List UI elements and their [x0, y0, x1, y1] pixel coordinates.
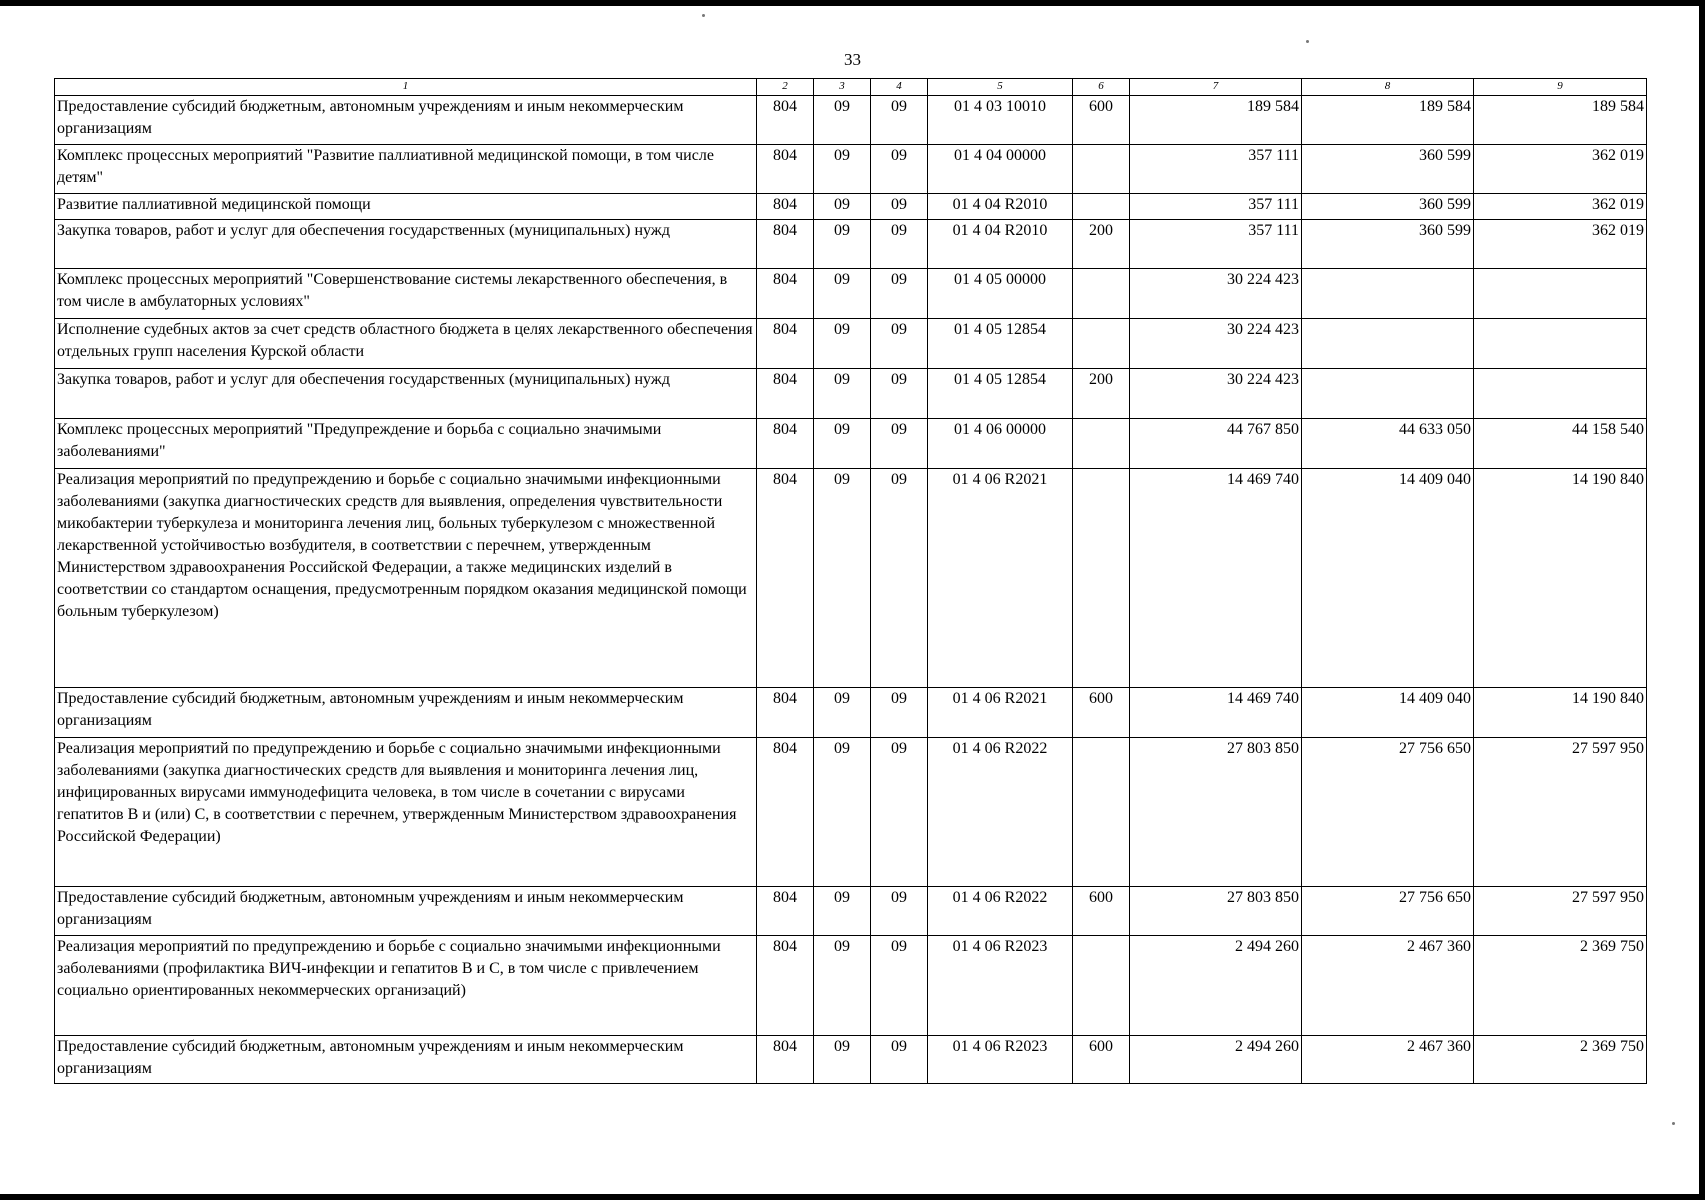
scan-speck — [1306, 40, 1309, 43]
cell-amount-8: 360 599 — [1302, 220, 1474, 269]
cell-subsection: 09 — [871, 936, 928, 1036]
cell-subsection: 09 — [871, 419, 928, 469]
cell-section: 09 — [814, 369, 871, 419]
cell-target-article: 01 4 05 00000 — [928, 269, 1073, 319]
cell-target-article: 01 4 06 R2023 — [928, 1036, 1073, 1084]
header-col-9: 9 — [1474, 79, 1647, 96]
table-row — [55, 220, 1647, 269]
table-row — [55, 194, 1647, 220]
table-row — [55, 1036, 1647, 1084]
cell-name: Закупка товаров, работ и услуг для обеспечения государственных (муниципальных) нужд — [55, 369, 757, 419]
cell-expense-type — [1073, 419, 1130, 469]
cell-amount-7: 357 111 — [1130, 220, 1302, 269]
cell-amount-7: 189 584 — [1130, 96, 1302, 145]
cell-amount-8: 27 756 650 — [1302, 738, 1474, 887]
cell-subsection: 09 — [871, 469, 928, 688]
cell-amount-9: 189 584 — [1474, 96, 1647, 145]
header-col-6: 6 — [1073, 79, 1130, 96]
header-col-7: 7 — [1130, 79, 1302, 96]
cell-amount-9: 27 597 950 — [1474, 738, 1647, 887]
cell-amount-7: 14 469 740 — [1130, 469, 1302, 688]
table-row — [55, 419, 1647, 469]
cell-target-article: 01 4 06 00000 — [928, 419, 1073, 469]
cell-amount-7: 357 111 — [1130, 194, 1302, 220]
cell-expense-type — [1073, 194, 1130, 220]
cell-section: 09 — [814, 1036, 871, 1084]
cell-expense-type — [1073, 469, 1130, 688]
cell-target-article: 01 4 06 R2022 — [928, 887, 1073, 936]
cell-amount-9: 27 597 950 — [1474, 887, 1647, 936]
cell-section: 09 — [814, 220, 871, 269]
header-col-1: 1 — [55, 79, 757, 96]
cell-amount-8: 14 409 040 — [1302, 469, 1474, 688]
header-row — [55, 79, 1647, 96]
scan-speck — [1672, 1122, 1675, 1125]
cell-amount-9: 2 369 750 — [1474, 1036, 1647, 1084]
table-row — [55, 688, 1647, 738]
cell-amount-7: 2 494 260 — [1130, 936, 1302, 1036]
cell-amount-8: 44 633 050 — [1302, 419, 1474, 469]
scan-border-right — [1699, 0, 1705, 1200]
cell-amount-8: 189 584 — [1302, 96, 1474, 145]
cell-subsection: 09 — [871, 887, 928, 936]
cell-expense-type — [1073, 319, 1130, 369]
cell-target-article: 01 4 03 10010 — [928, 96, 1073, 145]
cell-name: Реализация мероприятий по предупреждению и борьбе с социально значимыми инфекционными заболеваниями (закупка диагностических средств для выявления и мониторинга лечения лиц, инфицированных вирусами иммунодефицита человека, в том числе в сочетании с вирусами гепатитов B и (или) C, в соответствии с перечнем, утвержденным Министерством здравоохранения Российской Федерации) — [55, 738, 757, 887]
cell-ministry: 804 — [757, 738, 814, 887]
cell-section: 09 — [814, 469, 871, 688]
cell-subsection: 09 — [871, 194, 928, 220]
cell-expense-type: 600 — [1073, 96, 1130, 145]
table-row — [55, 96, 1647, 145]
cell-ministry: 804 — [757, 220, 814, 269]
cell-target-article: 01 4 06 R2023 — [928, 936, 1073, 1036]
cell-name: Развитие паллиативной медицинской помощи — [55, 194, 757, 220]
cell-amount-8: 360 599 — [1302, 145, 1474, 194]
cell-name: Исполнение судебных актов за счет средств областного бюджета в целях лекарственного обеспечения отдельных групп населения Курской области — [55, 319, 757, 369]
header-col-4: 4 — [871, 79, 928, 96]
cell-target-article: 01 4 04 R2010 — [928, 194, 1073, 220]
cell-name: Предоставление субсидий бюджетным, автономным учреждениям и иным некоммерческим организациям — [55, 688, 757, 738]
cell-name: Предоставление субсидий бюджетным, автономным учреждениям и иным некоммерческим организациям — [55, 887, 757, 936]
header-col-3: 3 — [814, 79, 871, 96]
cell-amount-8 — [1302, 269, 1474, 319]
cell-ministry: 804 — [757, 936, 814, 1036]
cell-amount-8: 27 756 650 — [1302, 887, 1474, 936]
table-row — [55, 369, 1647, 419]
cell-amount-8: 2 467 360 — [1302, 1036, 1474, 1084]
page-number: 33 — [844, 50, 861, 69]
cell-amount-8: 14 409 040 — [1302, 688, 1474, 738]
cell-expense-type: 600 — [1073, 887, 1130, 936]
cell-section: 09 — [814, 688, 871, 738]
cell-expense-type: 600 — [1073, 688, 1130, 738]
cell-subsection: 09 — [871, 269, 928, 319]
cell-section: 09 — [814, 319, 871, 369]
cell-subsection: 09 — [871, 738, 928, 887]
cell-ministry: 804 — [757, 419, 814, 469]
cell-amount-8 — [1302, 369, 1474, 419]
cell-amount-8: 360 599 — [1302, 194, 1474, 220]
header-col-5: 5 — [928, 79, 1073, 96]
cell-expense-type — [1073, 145, 1130, 194]
cell-target-article: 01 4 05 12854 — [928, 319, 1073, 369]
cell-section: 09 — [814, 738, 871, 887]
cell-ministry: 804 — [757, 369, 814, 419]
cell-expense-type — [1073, 269, 1130, 319]
table-row — [55, 469, 1647, 688]
cell-ministry: 804 — [757, 319, 814, 369]
cell-target-article: 01 4 06 R2021 — [928, 469, 1073, 688]
cell-section: 09 — [814, 269, 871, 319]
cell-target-article: 01 4 05 12854 — [928, 369, 1073, 419]
table-row — [55, 738, 1647, 887]
cell-amount-9: 2 369 750 — [1474, 936, 1647, 1036]
cell-ministry: 804 — [757, 269, 814, 319]
cell-target-article: 01 4 06 R2022 — [928, 738, 1073, 887]
cell-target-article: 01 4 04 R2010 — [928, 220, 1073, 269]
scan-border-bottom — [0, 1194, 1705, 1200]
cell-amount-9: 14 190 840 — [1474, 469, 1647, 688]
cell-name: Предоставление субсидий бюджетным, автономным учреждениям и иным некоммерческим организациям — [55, 96, 757, 145]
cell-subsection: 09 — [871, 369, 928, 419]
header-col-2: 2 — [757, 79, 814, 96]
cell-ministry: 804 — [757, 887, 814, 936]
cell-ministry: 804 — [757, 688, 814, 738]
cell-target-article: 01 4 06 R2021 — [928, 688, 1073, 738]
cell-expense-type — [1073, 738, 1130, 887]
scan-speck — [702, 14, 705, 17]
cell-subsection: 09 — [871, 688, 928, 738]
cell-name: Комплекс процессных мероприятий "Предупреждение и борьба с социально значимыми заболеваниями" — [55, 419, 757, 469]
cell-amount-9: 362 019 — [1474, 220, 1647, 269]
cell-amount-9 — [1474, 269, 1647, 319]
cell-ministry: 804 — [757, 145, 814, 194]
cell-subsection: 09 — [871, 220, 928, 269]
table-row — [55, 319, 1647, 369]
cell-name: Реализация мероприятий по предупреждению и борьбе с социально значимыми инфекционными заболеваниями (закупка диагностических средств для выявления, определения чувствительности микобактерии туберкулеза и мониторинга лечения лиц, больных туберкулезом с множественной лекарственной устойчивостью возбудителя, в соответствии с перечнем, утвержденным Министерством здравоохранения Российской Федерации, а также медицинских изделий в соответствии со стандартом оснащения, предусмотренным порядком оказания медицинской помощи больным туберкулезом) — [55, 469, 757, 688]
cell-name: Комплекс процессных мероприятий "Совершенствование системы лекарственного обеспечения, в том числе в амбулаторных условиях" — [55, 269, 757, 319]
cell-ministry: 804 — [757, 96, 814, 145]
cell-section: 09 — [814, 194, 871, 220]
budget-table — [54, 78, 1647, 1084]
cell-ministry: 804 — [757, 469, 814, 688]
cell-section: 09 — [814, 419, 871, 469]
cell-subsection: 09 — [871, 96, 928, 145]
cell-amount-7: 357 111 — [1130, 145, 1302, 194]
cell-amount-7: 44 767 850 — [1130, 419, 1302, 469]
cell-amount-7: 30 224 423 — [1130, 319, 1302, 369]
cell-expense-type: 200 — [1073, 220, 1130, 269]
cell-amount-9: 14 190 840 — [1474, 688, 1647, 738]
cell-name: Предоставление субсидий бюджетным, автономным учреждениям и иным некоммерческим организациям — [55, 1036, 757, 1084]
cell-amount-9 — [1474, 369, 1647, 419]
cell-amount-9: 362 019 — [1474, 194, 1647, 220]
cell-section: 09 — [814, 145, 871, 194]
cell-subsection: 09 — [871, 319, 928, 369]
cell-amount-7: 2 494 260 — [1130, 1036, 1302, 1084]
header-col-8: 8 — [1302, 79, 1474, 96]
cell-amount-7: 27 803 850 — [1130, 738, 1302, 887]
cell-name: Комплекс процессных мероприятий "Развитие паллиативной медицинской помощи, в том числе детям" — [55, 145, 757, 194]
cell-amount-8 — [1302, 319, 1474, 369]
cell-amount-8: 2 467 360 — [1302, 936, 1474, 1036]
cell-amount-9: 44 158 540 — [1474, 419, 1647, 469]
cell-amount-7: 30 224 423 — [1130, 269, 1302, 319]
cell-amount-7: 14 469 740 — [1130, 688, 1302, 738]
cell-name: Закупка товаров, работ и услуг для обеспечения государственных (муниципальных) нужд — [55, 220, 757, 269]
table-row — [55, 269, 1647, 319]
cell-amount-7: 27 803 850 — [1130, 887, 1302, 936]
scan-border-top — [0, 0, 1705, 6]
cell-subsection: 09 — [871, 1036, 928, 1084]
cell-section: 09 — [814, 887, 871, 936]
cell-ministry: 804 — [757, 194, 814, 220]
cell-amount-9: 362 019 — [1474, 145, 1647, 194]
cell-expense-type: 200 — [1073, 369, 1130, 419]
cell-section: 09 — [814, 96, 871, 145]
table-row — [55, 887, 1647, 936]
cell-expense-type: 600 — [1073, 1036, 1130, 1084]
cell-section: 09 — [814, 936, 871, 1036]
cell-name: Реализация мероприятий по предупреждению и борьбе с социально значимыми инфекционными заболеваниями (профилактика ВИЧ-инфекции и гепатитов B и C, в том числе с привлечением социально ориентированных некоммерческих организаций) — [55, 936, 757, 1036]
table-row — [55, 145, 1647, 194]
cell-subsection: 09 — [871, 145, 928, 194]
cell-expense-type — [1073, 936, 1130, 1036]
cell-amount-7: 30 224 423 — [1130, 369, 1302, 419]
table-row — [55, 936, 1647, 1036]
cell-target-article: 01 4 04 00000 — [928, 145, 1073, 194]
cell-ministry: 804 — [757, 1036, 814, 1084]
cell-amount-9 — [1474, 319, 1647, 369]
